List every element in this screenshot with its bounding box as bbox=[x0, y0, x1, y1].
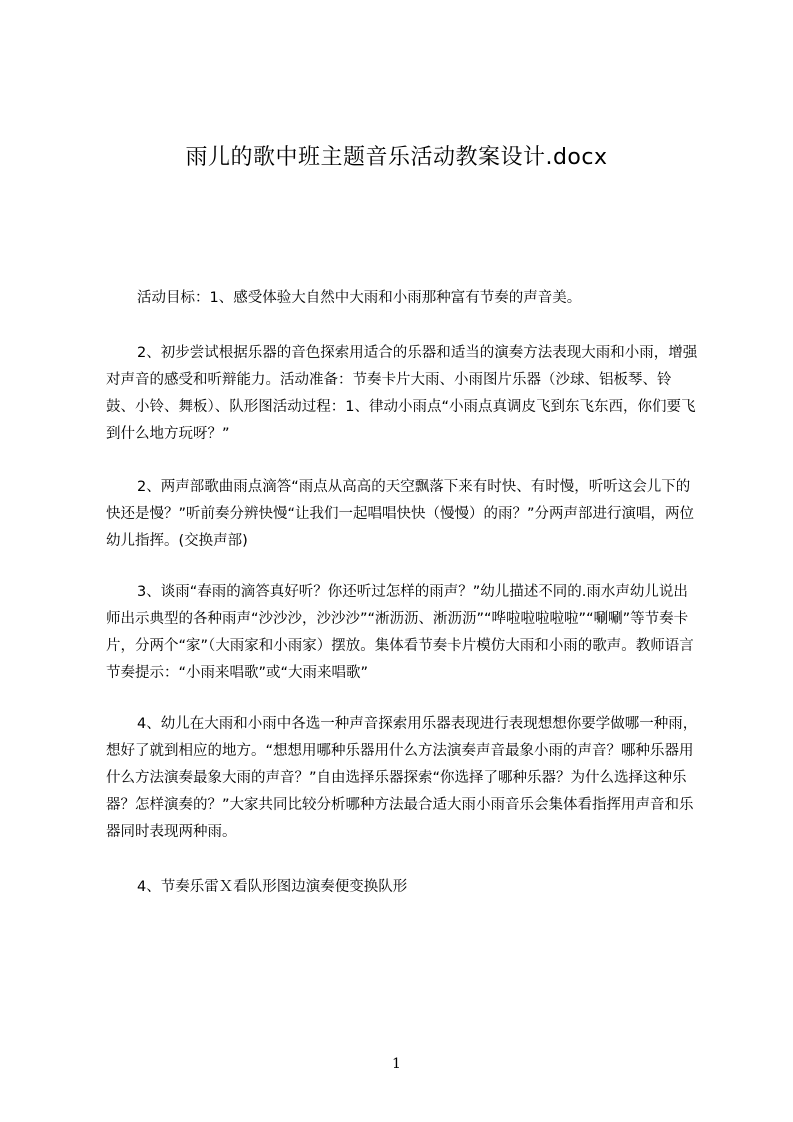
paragraph-instrument-exploration: 4、幼儿在大雨和小雨中各选一种声音探索用乐器表现进行表现想想你要学做哪一种雨，想好了就到相应的地方。“想想用哪种乐器用什么方法演奏声音最象小雨的声音？哪种乐器用什么方法演奏最象大雨的声音？”自由选择乐器探索“你选择了哪种乐器？为什么选择这种乐器？怎样演奏的？”大家共同比较分析哪种方法最合适大雨小雨音乐会集体看指挥用声音和乐器同时表现两种雨。 bbox=[106, 716, 698, 840]
paragraph-rain-talk: 3、谈雨“春雨的滴答真好听？你还听过怎样的雨声？”幼儿描述不同的.雨水声幼儿说出师出示典型的各种雨声“沙沙沙，沙沙沙”“淅沥沥、淅沥沥”“哗啦啦啦啦啦”“唰唰”等节奏卡片，分两个“家”（大雨家和小雨家）摆放。集体看节奏卡片模仿大雨和小雨的歌声。教师语言节奏提示：“小雨来唱歌”或“大雨来唱歌” bbox=[106, 584, 694, 681]
paragraph-two-part-song: 2、两声部歌曲雨点滴答“雨点从高高的天空飘落下来有时快、有时慢，听听这会儿下的快还是慢？”听前奏分辨快慢“让我们一起唱唱快快（慢慢）的雨？”分两声部进行演唱，两位幼儿指挥。(交换声部) bbox=[106, 479, 695, 549]
paragraph-rhythm-band: 4、节奏乐雷Ｘ看队形图边演奏便变换队形 bbox=[137, 879, 408, 895]
paragraph-objectives: 活动目标：1、感受体验大自然中大雨和小雨那种富有节奏的声音美。 bbox=[137, 290, 582, 306]
paragraph-step-2-preparation: 2、初步尝试根据乐器的音色探索用适合的乐器和适当的演奏方法表现大雨和小雨，增强对声音的感受和听辩能力。活动准备：节奏卡片大雨、小雨图片乐器（沙球、铝板琴、铃鼓、小铃、舞板）、队形图活动过程：1、律动小雨点“小雨点真调皮飞到东飞东西，你们要飞到什么地方玩呀？” bbox=[106, 345, 698, 442]
page-number: 1 bbox=[392, 1056, 401, 1072]
document-title: 雨儿的歌中班主题音乐活动教案设计.docx bbox=[185, 145, 608, 170]
